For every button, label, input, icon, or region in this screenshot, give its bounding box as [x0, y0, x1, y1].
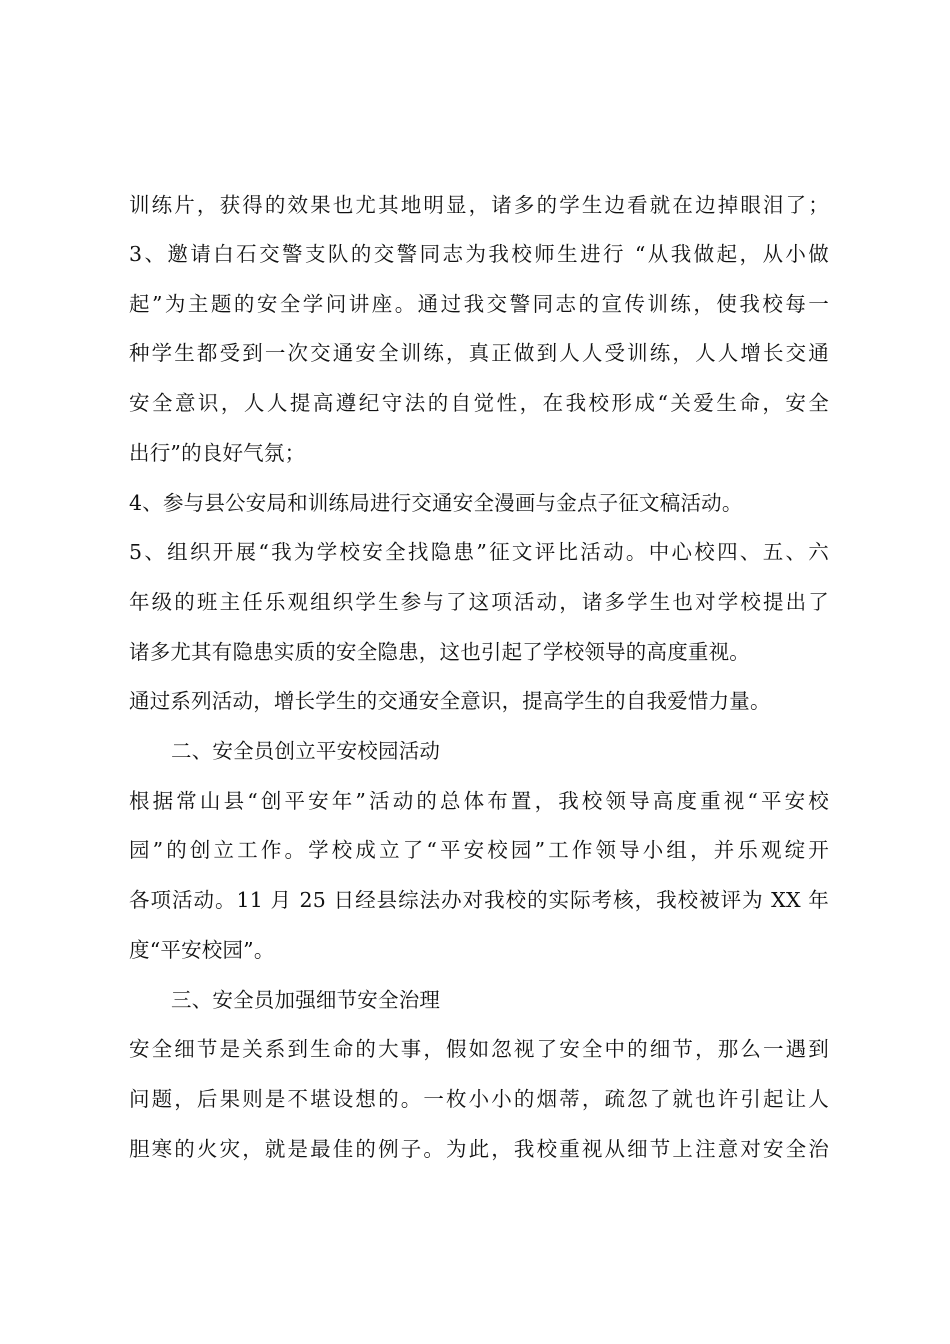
paragraph-line: 问题，后果则是不堪设想的。一枚小小的烟蒂，疏忽了就也许引起让人 [129, 1087, 829, 1111]
paragraph-line: 根据常山县“创平安年”活动的总体布置，我校领导高度重视“平安校 [129, 789, 829, 813]
paragraph-line: 胆寒的火灾，就是最佳的例子。为此，我校重视从细节上注意对安全治 [129, 1137, 829, 1161]
section-heading-2: 二、安全员创立平安校园活动 [171, 739, 441, 763]
list-item-3-line: 3、邀请白石交警支队的交警同志为我校师生进行 “从我做起，从小做 [129, 242, 829, 266]
paragraph-line: 安全意识，人人提高遵纪守法的自觉性，在我校形成“关爱生命，安全 [129, 391, 829, 415]
paragraph-line: 训练片，获得的效果也尤其地明显，诸多的学生边看就在边掉眼泪了； [129, 193, 829, 217]
paragraph-line: 度“平安校园”。 [129, 938, 275, 962]
paragraph-line: 各项活动。11 月 25 日经县综法办对我校的实际考核，我校被评为 XX 年 [129, 888, 829, 912]
paragraph-line: 出行”的良好气氛； [129, 441, 306, 465]
paragraph-line: 年级的班主任乐观组织学生参与了这项活动，诸多学生也对学校提出了 [129, 590, 829, 614]
list-item-4-line: 4、参与县公安局和训练局进行交通安全漫画与金点子征文稿活动。 [129, 491, 743, 515]
paragraph-line: 起”为主题的安全学问讲座。通过我交警同志的宣传训练，使我校每一 [129, 292, 829, 316]
paragraph-line: 园”的创立工作。学校成立了“平安校园”工作领导小组，并乐观绽开 [129, 838, 829, 862]
paragraph-line: 安全细节是关系到生命的大事，假如忽视了安全中的细节，那么一遇到 [129, 1037, 829, 1061]
list-item-5-line: 5、组织开展“我为学校安全找隐患”征文评比活动。中心校四、五、六 [129, 540, 829, 564]
paragraph-line: 诸多尤其有隐患实质的安全隐患，这也引起了学校领导的高度重视。 [129, 640, 750, 664]
section-heading-3: 三、安全员加强细节安全治理 [171, 988, 441, 1012]
summary-line: 通过系列活动，增长学生的交通安全意识，提高学生的自我爱惜力量。 [129, 689, 771, 713]
paragraph-line: 种学生都受到一次交通安全训练，真正做到人人受训练，人人增长交通 [129, 341, 829, 365]
